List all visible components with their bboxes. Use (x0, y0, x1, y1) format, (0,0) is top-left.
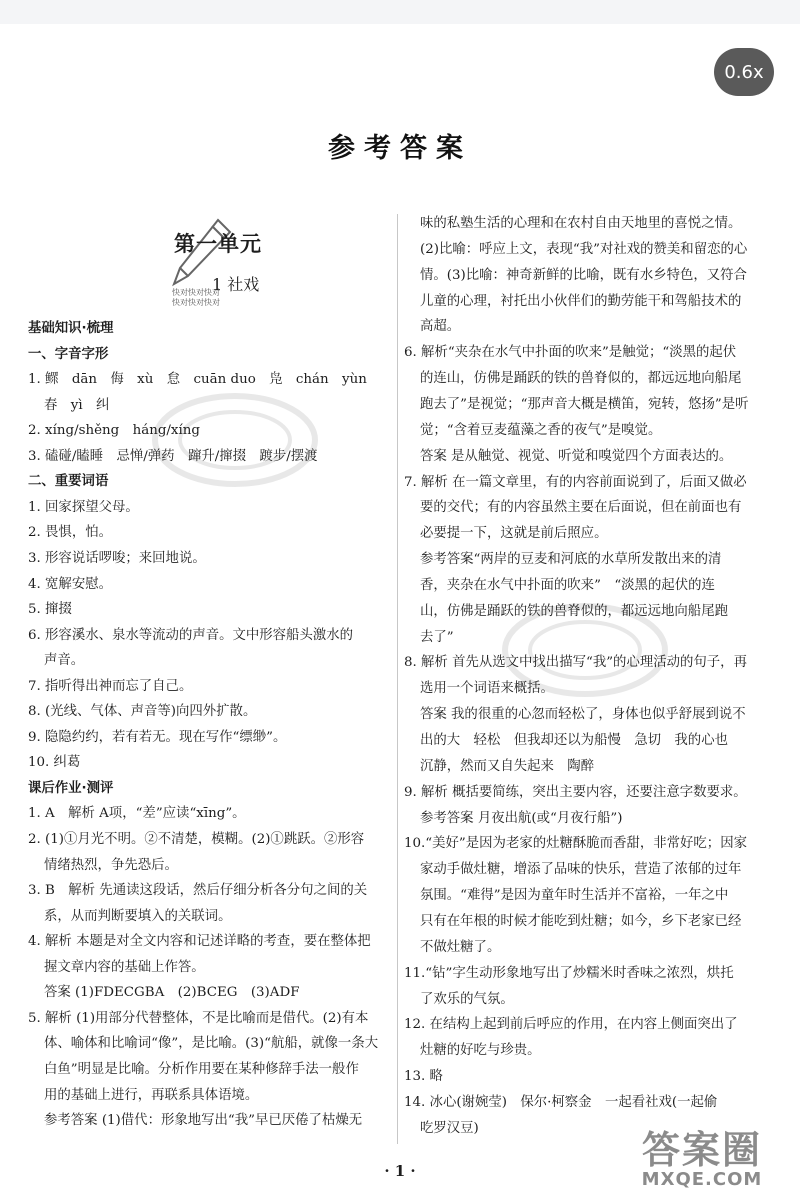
text-line: 的连山，仿佛是踊跃的铁的兽脊似的，都远远地向船尾 (420, 371, 742, 387)
column-divider (397, 214, 398, 1144)
unit-title: 第一单元 (174, 231, 262, 256)
section-heading: 二、重要词语 (28, 474, 109, 490)
text-line: 沉静，然而又自失起来 陶醉 (420, 758, 595, 774)
text-line: 氛围。“难得”是因为童年时生活并不富裕，一年之中 (420, 888, 729, 904)
text-line: 吃罗汉豆) (420, 1120, 479, 1136)
text-line: 答案 我的很重的心忽而轻松了，身体也似乎舒展到说不 (420, 707, 746, 723)
text-line: 3. B 解析 先通读这段话，然后仔细分析各分句之间的关 (28, 883, 368, 899)
text-line: 去了” (420, 629, 454, 645)
text-line: 7. 指听得出神而忘了自己。 (28, 678, 193, 694)
text-line: 声音。 (44, 653, 85, 669)
text-line: 9. 隐隐约约，若有若无。现在写作“缥缈”。 (28, 729, 287, 745)
text-line: 答案 (1)FDECGBA (2)BCEG (3)ADF (44, 985, 300, 1001)
brand-stamp: 快对快对快对 快对快对快对 (172, 288, 220, 307)
text-line: 参考答案 月夜出航(或“月夜行船”) (420, 810, 623, 826)
text-line: 高超。 (420, 319, 461, 335)
text-line: 参考答案 (1)借代：形象地写出“我”早已厌倦了枯燥无 (44, 1113, 363, 1129)
text-line: 9. 解析 概括要简练，突出主要内容，还要注意字数要求。 (404, 784, 747, 800)
text-line: 8. (光线、气体、声音等)向四外扩散。 (28, 704, 257, 720)
text-line: 山，仿佛是踊跃的铁的兽脊似的，都远远地向船尾跑 (420, 603, 728, 619)
text-line: 跑去了”是视觉；“那声音大概是横笛，宛转，悠扬”是听 (420, 396, 749, 412)
text-line: 系，从而判断要填入的关联词。 (44, 908, 232, 924)
text-line: 参考答案“两岸的豆麦和河底的水草所发散出来的清 (420, 552, 722, 568)
text-line: 味的私塾生活的心理和在农村自由天地里的喜悦之情。 (420, 216, 742, 231)
text-line: 5. 解析 (1)用部分代替整体，不是比喻而是借代。(2)有本 (28, 1010, 369, 1026)
text-line: 春 yì 纠 (44, 397, 110, 413)
text-line: 了欢乐的气氛。 (420, 991, 514, 1007)
text-line: 只有在年根的时候才能吃到灶糖；如今，乡下老家已经 (420, 913, 742, 929)
text-line: 1. 鳏 dān 侮 xù 怠 cuān duo 凫 chán yùn (28, 372, 367, 388)
text-line: 4. 宽解安慰。 (28, 576, 112, 592)
site-watermark-logo: 答案圈 MXQE.COM (641, 1128, 763, 1190)
text-line: 儿童的心理，衬托出小伙伴们的勤劳能干和驾船技术的 (420, 293, 742, 309)
text-line: 选用一个词语来概括。 (420, 681, 554, 697)
text-line: 4. 解析 本题是对全文内容和记述详略的考查，要在整体把 (28, 934, 371, 950)
section-heading: 基础知识·梳理 (28, 321, 114, 336)
top-bar (0, 0, 800, 24)
text-line: 13. 略 (404, 1069, 443, 1085)
text-line: 答案 是从触觉、视觉、听觉和嗅觉四个方面表达的。 (420, 448, 733, 464)
text-line: 7. 解析 在一篇文章里，有的内容前面说到了，后面又做必 (404, 474, 747, 490)
page-number: · 1 · (384, 1162, 416, 1180)
text-line: 用的基础上进行，再联系具体语境。 (44, 1087, 259, 1103)
text-line: 要的交代；有的内容虽然主要在后面说，但在前面也有 (420, 500, 742, 516)
text-line: 香，夹杂在水气中扑面的吹来” “淡黑的起伏的连 (420, 577, 715, 593)
text-line: 14. 冰心(谢婉莹) 保尔·柯察金 一起看社戏(一起偷 (404, 1094, 718, 1110)
text-line: 3. 形容说话啰唆；来回地说。 (28, 550, 206, 566)
text-line: 10.“美好”是因为老家的灶糖酥脆而香甜，非常好吃；因家 (404, 836, 747, 852)
text-line: 1. A 解析 A项，“差”应读“xīng”。 (28, 806, 246, 822)
text-line: (2)比喻：呼应上文，表现“我”对社戏的赞美和留恋的心 (420, 241, 748, 257)
text-line: 家动手做灶糖，增添了品味的快乐，营造了浓郁的过年 (420, 862, 742, 878)
text-line: 8. 解析 首先从选文中找出描写“我”的心理活动的句子，再 (404, 655, 747, 671)
section-heading: 课后作业·测评 (28, 780, 114, 796)
text-line: 握文章内容的基础上作答。 (44, 959, 205, 975)
text-line: 10. 纠葛 (28, 755, 81, 771)
text-line: 体、喻体和比喻词“像”，是比喻。(3)“航船，就像一条大 (44, 1036, 379, 1052)
zoom-level-badge[interactable]: 0.6x (714, 48, 774, 96)
text-line: 6. 解析“夹杂在水气中扑面的吹来”是触觉；“淡黑的起伏 (404, 345, 737, 361)
text-line: 6. 形容溪水、泉水等流动的声音。文中形容船头激水的 (28, 627, 354, 643)
text-line: 2. 畏惧，怕。 (28, 525, 112, 541)
text-line: 白鱼”明显是比喻。分析作用要在某种修辞手法一般作 (44, 1061, 359, 1077)
page-title: 参考答案 (328, 133, 472, 164)
lesson-title: 1 社戏 (212, 275, 260, 294)
text-line: 情绪热烈，争先恐后。 (44, 857, 178, 873)
section-heading: 一、字音字形 (28, 346, 109, 362)
text-line: 2. (1)①月光不明。②不清楚，模糊。(2)①跳跃。②形容 (28, 832, 365, 847)
text-line: 不做灶糖了。 (420, 939, 501, 955)
text-line: 2. xíng/shěng háng/xíng (28, 423, 200, 439)
text-line: 出的大 轻松 但我却还以为船慢 急切 我的心也 (420, 733, 728, 748)
text-line: 必要提一下，这就是前后照应。 (420, 526, 608, 542)
text-line: 情。(3)比喻：神奇新鲜的比喻，既有水乡特色，又符合 (420, 267, 747, 283)
text-line: 1. 回家探望父母。 (28, 499, 139, 515)
text-line: 12. 在结构上起到前后呼应的作用，在内容上侧面突出了 (404, 1017, 738, 1033)
text-line: 11.“钻”字生动形象地写出了炒糯米时香味之浓烈，烘托 (404, 965, 734, 981)
text-line: 灶糖的好吃与珍贵。 (420, 1043, 541, 1059)
text-line: 3. 磕碰/瞌睡 忌惮/弹药 蹿升/撺掇 踱步/摆渡 (28, 448, 318, 464)
watermark-logo (150, 390, 320, 490)
text-line: 觉；“含着豆麦蕴藻之香的夜气”是嗅觉。 (420, 422, 662, 438)
text-line: 5. 撺掇 (28, 602, 72, 618)
